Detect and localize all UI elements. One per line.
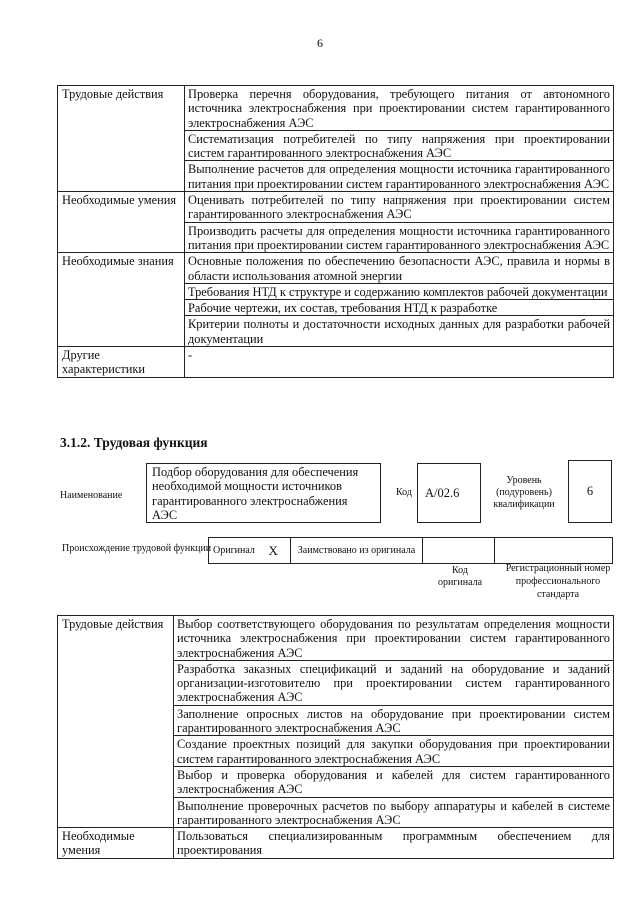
row-label: Необходимые знания — [58, 253, 185, 347]
table-cell: Требования НТД к структуре и содержанию комплектов рабочей документации — [185, 283, 614, 299]
original-label: Оригинал — [209, 538, 265, 564]
page-number: 6 — [317, 36, 323, 50]
table-cell: Критерии полноты и достаточности исходных данных для разработки рабочей документации — [185, 316, 614, 347]
original-mark: X — [265, 538, 291, 564]
level-box: 6 — [568, 460, 612, 523]
table-cell: - — [185, 347, 614, 378]
code-box: А/02.6 — [417, 463, 481, 523]
row-label: Другие характеристики — [58, 347, 185, 378]
table-row — [58, 253, 614, 284]
table-cell: Производить расчеты для определения мощности источника гарантированного питания при проектировании систем гарантированного электроснабжения АЭС — [185, 222, 614, 253]
competency-table-2 — [57, 615, 614, 859]
level-label: Уровень (подуровень) квалификации — [493, 475, 555, 510]
row-label: Необходимые умения — [58, 192, 185, 253]
table-cell: Выбор и проверка оборудования и кабелей для систем гарантированного электроснабжения АЭС — [174, 766, 614, 797]
table-row — [58, 347, 614, 378]
table-cell: Выбор соответствующего оборудования по результатам определения мощности источника электроснабжения при проектировании систем гарантированного электроснабжения АЭС — [174, 616, 614, 661]
table-cell: Разработка заказных спецификаций и заданий на оборудование и заданий организации-изготовителю при проектировании систем гарантированного электроснабжения АЭС — [174, 660, 614, 705]
name-label: Наименование — [60, 490, 123, 501]
table-cell: Пользоваться специализированным программным обеспечением для проектирования — [174, 828, 614, 859]
reg-number-caption: Регистрационный номер профессионального стандарта — [505, 563, 611, 600]
reg-number-cell — [495, 538, 613, 564]
table-row — [58, 192, 614, 223]
table-cell: Создание проектных позиций для закупки оборудования при проектировании систем гарантированного электроснабжения АЭС — [174, 736, 614, 767]
table-cell: Оценивать потребителей по типу напряжения при проектировании систем гарантированного электроснабжения АЭС — [185, 192, 614, 223]
row-label: Трудовые действия — [58, 86, 185, 192]
table-cell: Заполнение опросных листов на оборудование при проектировании систем гарантированного электроснабжения АЭС — [174, 705, 614, 736]
table-row — [58, 616, 614, 661]
table-cell: Выполнение расчетов для определения мощности источника гарантированного питания при проектировании систем гарантированного электроснабжения АЭС — [185, 161, 614, 192]
table-cell: Выполнение проверочных расчетов по выбору аппаратуры и кабелей в системе гарантированного электроснабжения АЭС — [174, 797, 614, 828]
row-label: Трудовые действия — [58, 616, 174, 828]
table-cell: Основные положения по обеспечению безопасности АЭС, правила и нормы в области использования атомной энергии — [185, 253, 614, 284]
borrowed-label: Заимствовано из оригинала — [291, 538, 423, 564]
competency-table-1 — [57, 85, 614, 378]
table-cell: Систематизация потребителей по типу напряжения при проектировании систем гарантированного электроснабжения АЭС — [185, 130, 614, 161]
table-row — [58, 86, 614, 131]
function-name-box: Подбор оборудования для обеспечения необходимой мощности источников гарантированного электроснабжения АЭС — [146, 463, 381, 523]
table-cell: Проверка перечня оборудования, требующего питания от автономного источника электроснабжения при проектировании систем гарантированного электроснабжения АЭС — [185, 86, 614, 131]
code-original-caption: Код оригинала — [437, 565, 483, 588]
section-title: 3.1.2. Трудовая функция — [60, 435, 208, 450]
table-row — [209, 538, 613, 564]
code-original-cell — [423, 538, 495, 564]
row-label: Необходимые умения — [58, 828, 174, 859]
code-label: Код — [396, 487, 412, 498]
origin-label: Происхождение трудовой функции — [62, 543, 212, 554]
table-row — [58, 828, 614, 859]
table-cell: Рабочие чертежи, их состав, требования НТД к разработке — [185, 300, 614, 316]
origin-table — [208, 537, 613, 564]
